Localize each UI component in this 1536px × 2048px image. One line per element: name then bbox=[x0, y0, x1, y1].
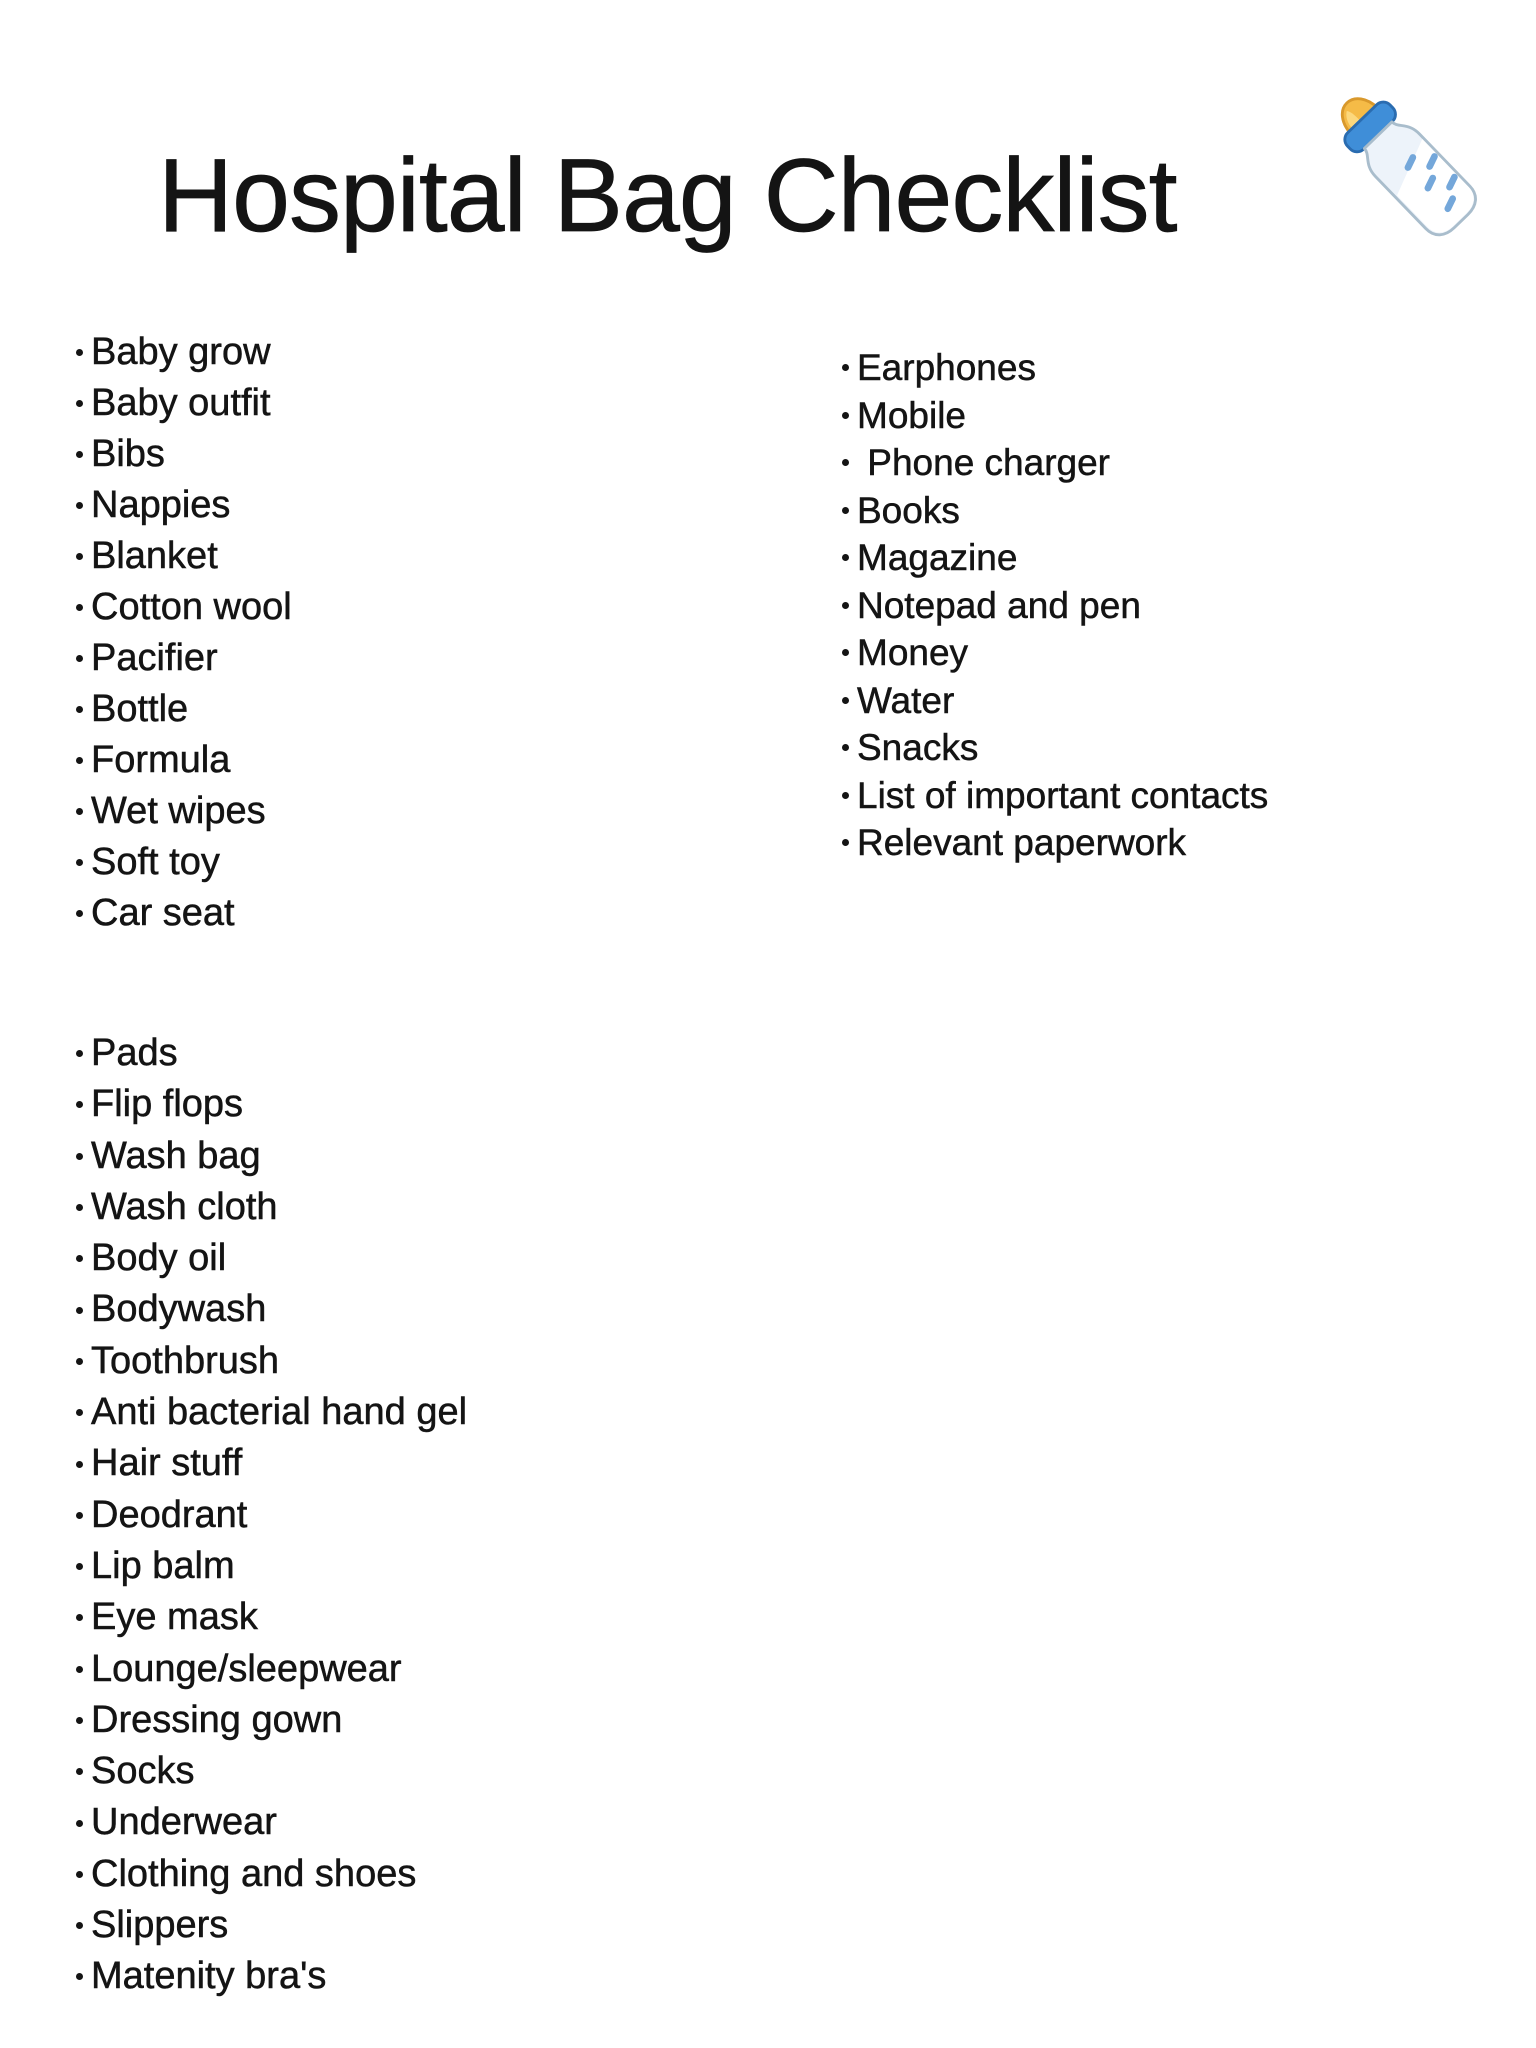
bullet-icon bbox=[842, 412, 849, 419]
checklist-item-label: Matenity bra's bbox=[91, 1955, 327, 1998]
checklist-item bbox=[76, 735, 292, 786]
bullet-icon bbox=[76, 1409, 83, 1416]
checklist-item-label: Soft toy bbox=[91, 841, 220, 883]
checklist-item bbox=[76, 786, 292, 837]
bullet-icon bbox=[76, 1153, 83, 1160]
bullet-icon bbox=[76, 1512, 83, 1519]
bullet-icon bbox=[76, 706, 83, 713]
checklist-item-label: Money bbox=[857, 632, 969, 673]
bullet-icon bbox=[842, 602, 849, 609]
bullet-icon bbox=[842, 839, 849, 846]
checklist-item bbox=[76, 378, 292, 429]
bullet-icon bbox=[76, 1973, 83, 1980]
checklist-item-label: Body oil bbox=[91, 1237, 227, 1280]
page-title: Hospital Bag Checklist bbox=[158, 138, 1177, 254]
checklist-item bbox=[842, 392, 1268, 440]
checklist-item bbox=[76, 1079, 467, 1130]
checklist-item bbox=[76, 1592, 467, 1643]
checklist-item-label: Wash cloth bbox=[91, 1185, 278, 1228]
checklist-item-label: Hair stuff bbox=[91, 1442, 243, 1485]
checklist-item-label: Clothing and shoes bbox=[91, 1852, 417, 1895]
checklist-item-label: Pacifier bbox=[91, 637, 218, 679]
checklist-item-label: Mobile bbox=[857, 394, 966, 436]
bullet-icon bbox=[76, 1768, 83, 1775]
checklist-item bbox=[76, 1182, 467, 1233]
checklist-item-label: Snacks bbox=[857, 727, 979, 768]
checklist-item bbox=[76, 1541, 467, 1592]
checklist-item-label: Anti bacterial hand gel bbox=[91, 1391, 468, 1434]
checklist-item-label: Nappies bbox=[91, 484, 231, 526]
checklist-item bbox=[842, 487, 1268, 535]
checklist-item-label: Blanket bbox=[91, 535, 218, 577]
bullet-icon bbox=[842, 507, 849, 514]
bullet-icon bbox=[76, 859, 83, 866]
checklist-item bbox=[76, 1644, 467, 1695]
checklist-item-label: Bibs bbox=[91, 433, 165, 475]
checklist-item bbox=[76, 888, 292, 939]
checklist-item bbox=[842, 629, 1268, 677]
bullet-icon bbox=[76, 1101, 83, 1108]
checklist-item bbox=[76, 1746, 467, 1797]
checklist-item-label: Baby grow bbox=[91, 331, 271, 373]
checklist-item-label: Cotton wool bbox=[91, 586, 292, 628]
checklist-item bbox=[842, 534, 1268, 582]
bullet-icon bbox=[76, 1614, 83, 1621]
bullet-icon bbox=[76, 1255, 83, 1262]
checklist-item bbox=[76, 1336, 467, 1387]
checklist-item-label: Phone charger bbox=[857, 442, 1111, 483]
bullet-icon bbox=[76, 1050, 83, 1057]
checklist-item bbox=[842, 439, 1268, 487]
checklist-item-label: Bodywash bbox=[91, 1288, 267, 1331]
checklist-item bbox=[76, 480, 292, 531]
checklist-item-label: Lounge/sleepwear bbox=[91, 1647, 402, 1690]
bullet-icon bbox=[76, 349, 83, 356]
checklist-item-label: Dressing gown bbox=[91, 1698, 343, 1741]
bullet-icon bbox=[76, 1358, 83, 1365]
checklist-personal-items bbox=[842, 344, 1268, 867]
baby-bottle-icon bbox=[1310, 67, 1499, 257]
checklist-item-label: Notepad and pen bbox=[857, 584, 1141, 626]
bullet-icon bbox=[76, 1717, 83, 1724]
checklist-item bbox=[842, 677, 1268, 725]
checklist-item-label: Socks bbox=[91, 1750, 195, 1793]
checklist-item-label: Flip flops bbox=[91, 1083, 244, 1126]
checklist-item-label: Magazine bbox=[857, 537, 1018, 578]
checklist-item-label: List of important contacts bbox=[857, 774, 1269, 816]
checklist-item-label: Formula bbox=[91, 739, 231, 781]
checklist-toiletries-clothing bbox=[76, 1028, 467, 2003]
checklist-item-label: Deodrant bbox=[91, 1493, 248, 1536]
checklist-item-label: Car seat bbox=[91, 892, 235, 934]
checklist-item-label: Lip balm bbox=[91, 1544, 235, 1587]
checklist-item-label: Underwear bbox=[91, 1801, 277, 1844]
checklist-item-label: Relevant paperwork bbox=[857, 822, 1187, 863]
checklist-item bbox=[76, 1387, 467, 1438]
bullet-icon bbox=[76, 1563, 83, 1570]
checklist-item bbox=[76, 1284, 467, 1335]
checklist-item-label: Pads bbox=[91, 1032, 178, 1074]
bullet-icon bbox=[842, 649, 849, 656]
checklist-item bbox=[76, 327, 292, 378]
checklist-item bbox=[76, 1951, 467, 2002]
checklist-item bbox=[76, 1233, 467, 1284]
checklist-item bbox=[842, 724, 1268, 772]
bullet-icon bbox=[76, 1666, 83, 1673]
bullet-icon bbox=[76, 655, 83, 662]
checklist-item bbox=[76, 1438, 467, 1489]
bullet-icon bbox=[76, 1461, 83, 1468]
checklist-item-label: Water bbox=[857, 679, 955, 721]
checklist-item bbox=[76, 531, 292, 582]
checklist-item-label: Eye mask bbox=[91, 1596, 258, 1639]
bullet-icon bbox=[842, 744, 849, 751]
bullet-icon bbox=[842, 459, 849, 466]
checklist-item-label: Wash bag bbox=[91, 1134, 261, 1177]
checklist-item bbox=[76, 633, 292, 684]
checklist-item bbox=[76, 684, 292, 735]
checklist-item-label: Slippers bbox=[91, 1904, 229, 1947]
bullet-icon bbox=[842, 792, 849, 799]
bullet-icon bbox=[76, 1307, 83, 1314]
checklist-item bbox=[76, 1028, 467, 1079]
checklist-item bbox=[842, 582, 1268, 630]
checklist-item-label: Bottle bbox=[91, 688, 189, 730]
bullet-icon bbox=[76, 1871, 83, 1878]
bullet-icon bbox=[76, 1922, 83, 1929]
checklist-item bbox=[76, 1797, 467, 1848]
bullet-icon bbox=[76, 451, 83, 458]
checklist-item-label: Earphones bbox=[857, 347, 1036, 388]
checklist-item bbox=[76, 1131, 467, 1182]
bullet-icon bbox=[76, 604, 83, 611]
checklist-item bbox=[842, 772, 1268, 820]
checklist-item bbox=[842, 344, 1268, 392]
bullet-icon bbox=[842, 554, 849, 561]
bullet-icon bbox=[76, 808, 83, 815]
checklist-item bbox=[76, 837, 292, 888]
checklist-item bbox=[76, 1490, 467, 1541]
bullet-icon bbox=[76, 1820, 83, 1827]
bullet-icon bbox=[842, 697, 849, 704]
bullet-icon bbox=[76, 1204, 83, 1211]
bullet-icon bbox=[76, 400, 83, 407]
bullet-icon bbox=[76, 502, 83, 509]
checklist-item-label: Toothbrush bbox=[91, 1339, 280, 1382]
checklist-item bbox=[76, 1849, 467, 1900]
checklist-item bbox=[76, 1900, 467, 1951]
checklist-item bbox=[842, 819, 1268, 867]
checklist-item bbox=[76, 582, 292, 633]
bullet-icon bbox=[76, 757, 83, 764]
checklist-baby-essentials bbox=[76, 327, 292, 939]
checklist-item-label: Wet wipes bbox=[91, 790, 266, 832]
bullet-icon bbox=[76, 910, 83, 917]
checklist-item bbox=[76, 1695, 467, 1746]
bullet-icon bbox=[842, 364, 849, 371]
checklist-item bbox=[76, 429, 292, 480]
bullet-icon bbox=[76, 553, 83, 560]
checklist-item-label: Books bbox=[857, 489, 960, 531]
checklist-item-label: Baby outfit bbox=[91, 382, 271, 424]
